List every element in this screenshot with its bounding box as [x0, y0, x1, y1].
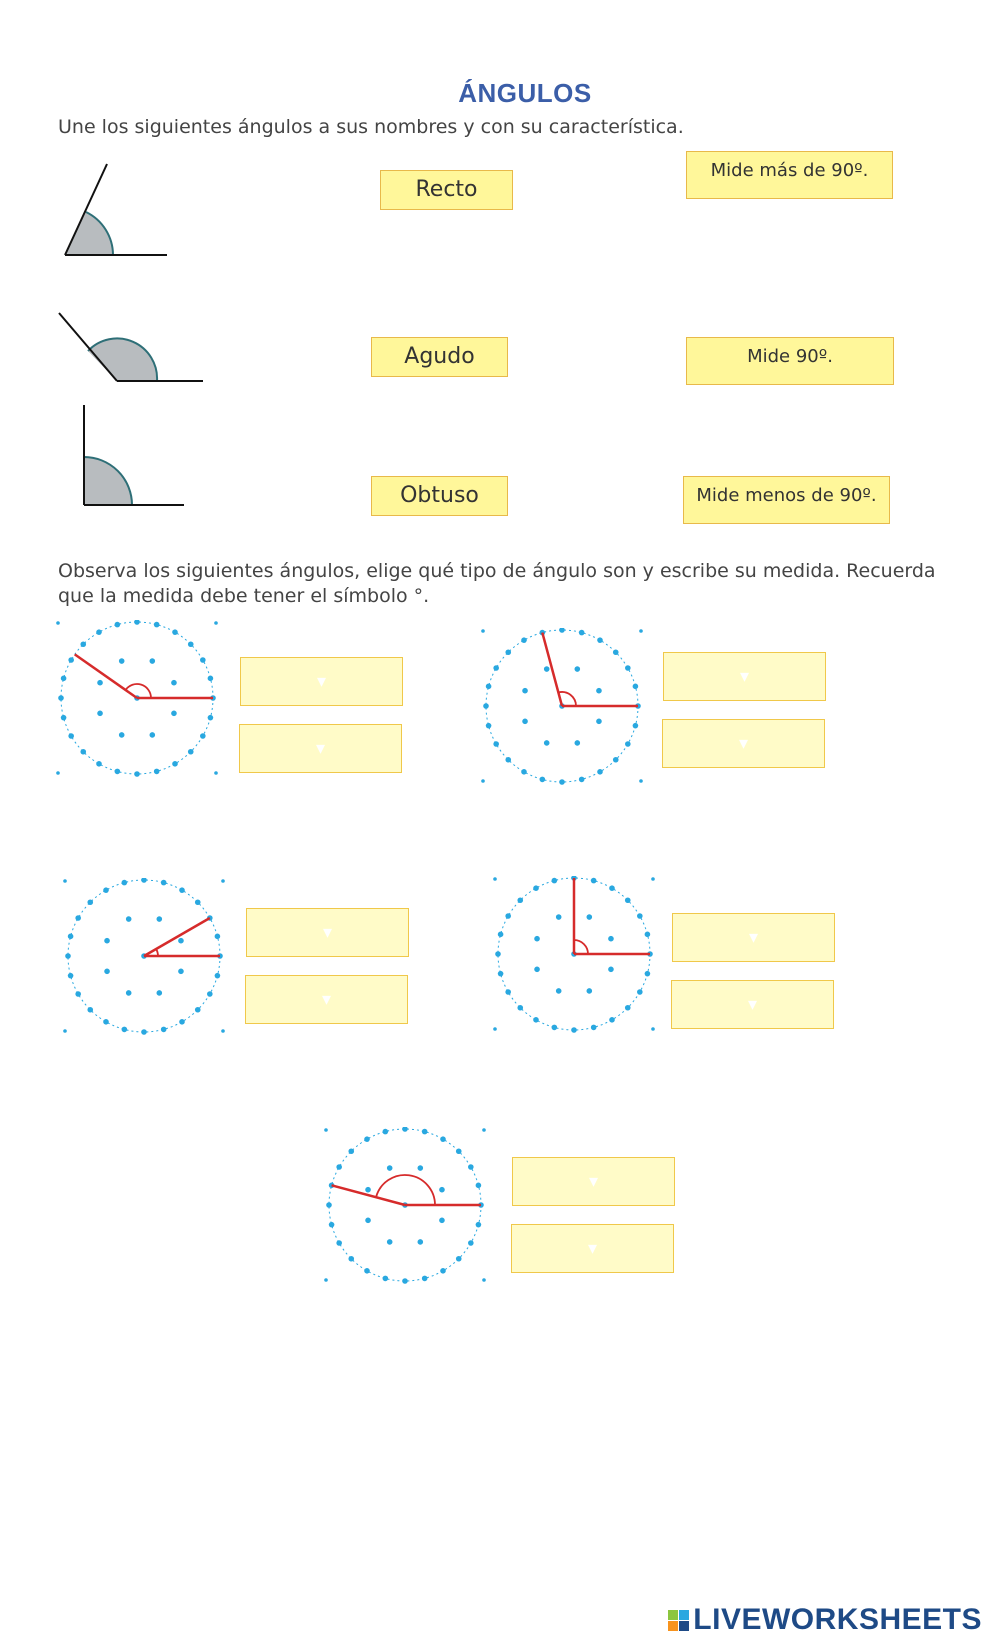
- name-box-recto[interactable]: Recto: [380, 170, 513, 210]
- angle-1-type-field[interactable]: [240, 657, 403, 706]
- name-box-agudo[interactable]: Agudo: [371, 337, 508, 377]
- angle-5-measure-field[interactable]: [511, 1224, 674, 1273]
- geoboard-angle-2: [480, 628, 645, 786]
- angle-3-type-field[interactable]: [246, 908, 409, 957]
- geoboard-angle-1: [55, 620, 220, 778]
- liveworksheets-logo: [668, 1603, 982, 1637]
- characteristic-box-less-than-90[interactable]: Mide menos de 90º.: [683, 476, 890, 524]
- angle-4-type-field[interactable]: [672, 913, 835, 962]
- page-title: ÁNGULOS: [458, 78, 592, 108]
- instruction-part2-line2: que la medida debe tener el símbolo °.: [58, 585, 430, 607]
- geoboard-angle-3: [62, 878, 227, 1036]
- instruction-part1: Une los siguientes ángulos a sus nombres y con su característica.: [58, 116, 684, 138]
- angle-figure-obtuse: [55, 305, 210, 390]
- angle-2-measure-field[interactable]: [662, 719, 825, 768]
- logo-text: LIVEWORKSHEETS: [693, 1603, 982, 1636]
- geoboard-angle-5: [323, 1127, 488, 1285]
- angle-1-measure-field[interactable]: [239, 724, 402, 773]
- angle-figure-acute: [55, 160, 175, 260]
- angle-2-type-field[interactable]: [663, 652, 826, 701]
- name-box-obtuso[interactable]: Obtuso: [371, 476, 508, 516]
- characteristic-box-90[interactable]: Mide 90º.: [686, 337, 894, 385]
- geoboard-angle-4: [492, 876, 657, 1034]
- liveworksheets-logo-icon: [668, 1610, 689, 1631]
- angle-4-measure-field[interactable]: [671, 980, 834, 1029]
- angle-3-measure-field[interactable]: [245, 975, 408, 1024]
- angle-5-type-field[interactable]: [512, 1157, 675, 1206]
- characteristic-box-more-than-90[interactable]: Mide más de 90º.: [686, 151, 893, 199]
- angle-figure-right: [72, 402, 192, 512]
- instruction-part2-line1: Observa los siguientes ángulos, elige qué tipo de ángulo son y escribe su medida. Recuerda: [58, 560, 936, 582]
